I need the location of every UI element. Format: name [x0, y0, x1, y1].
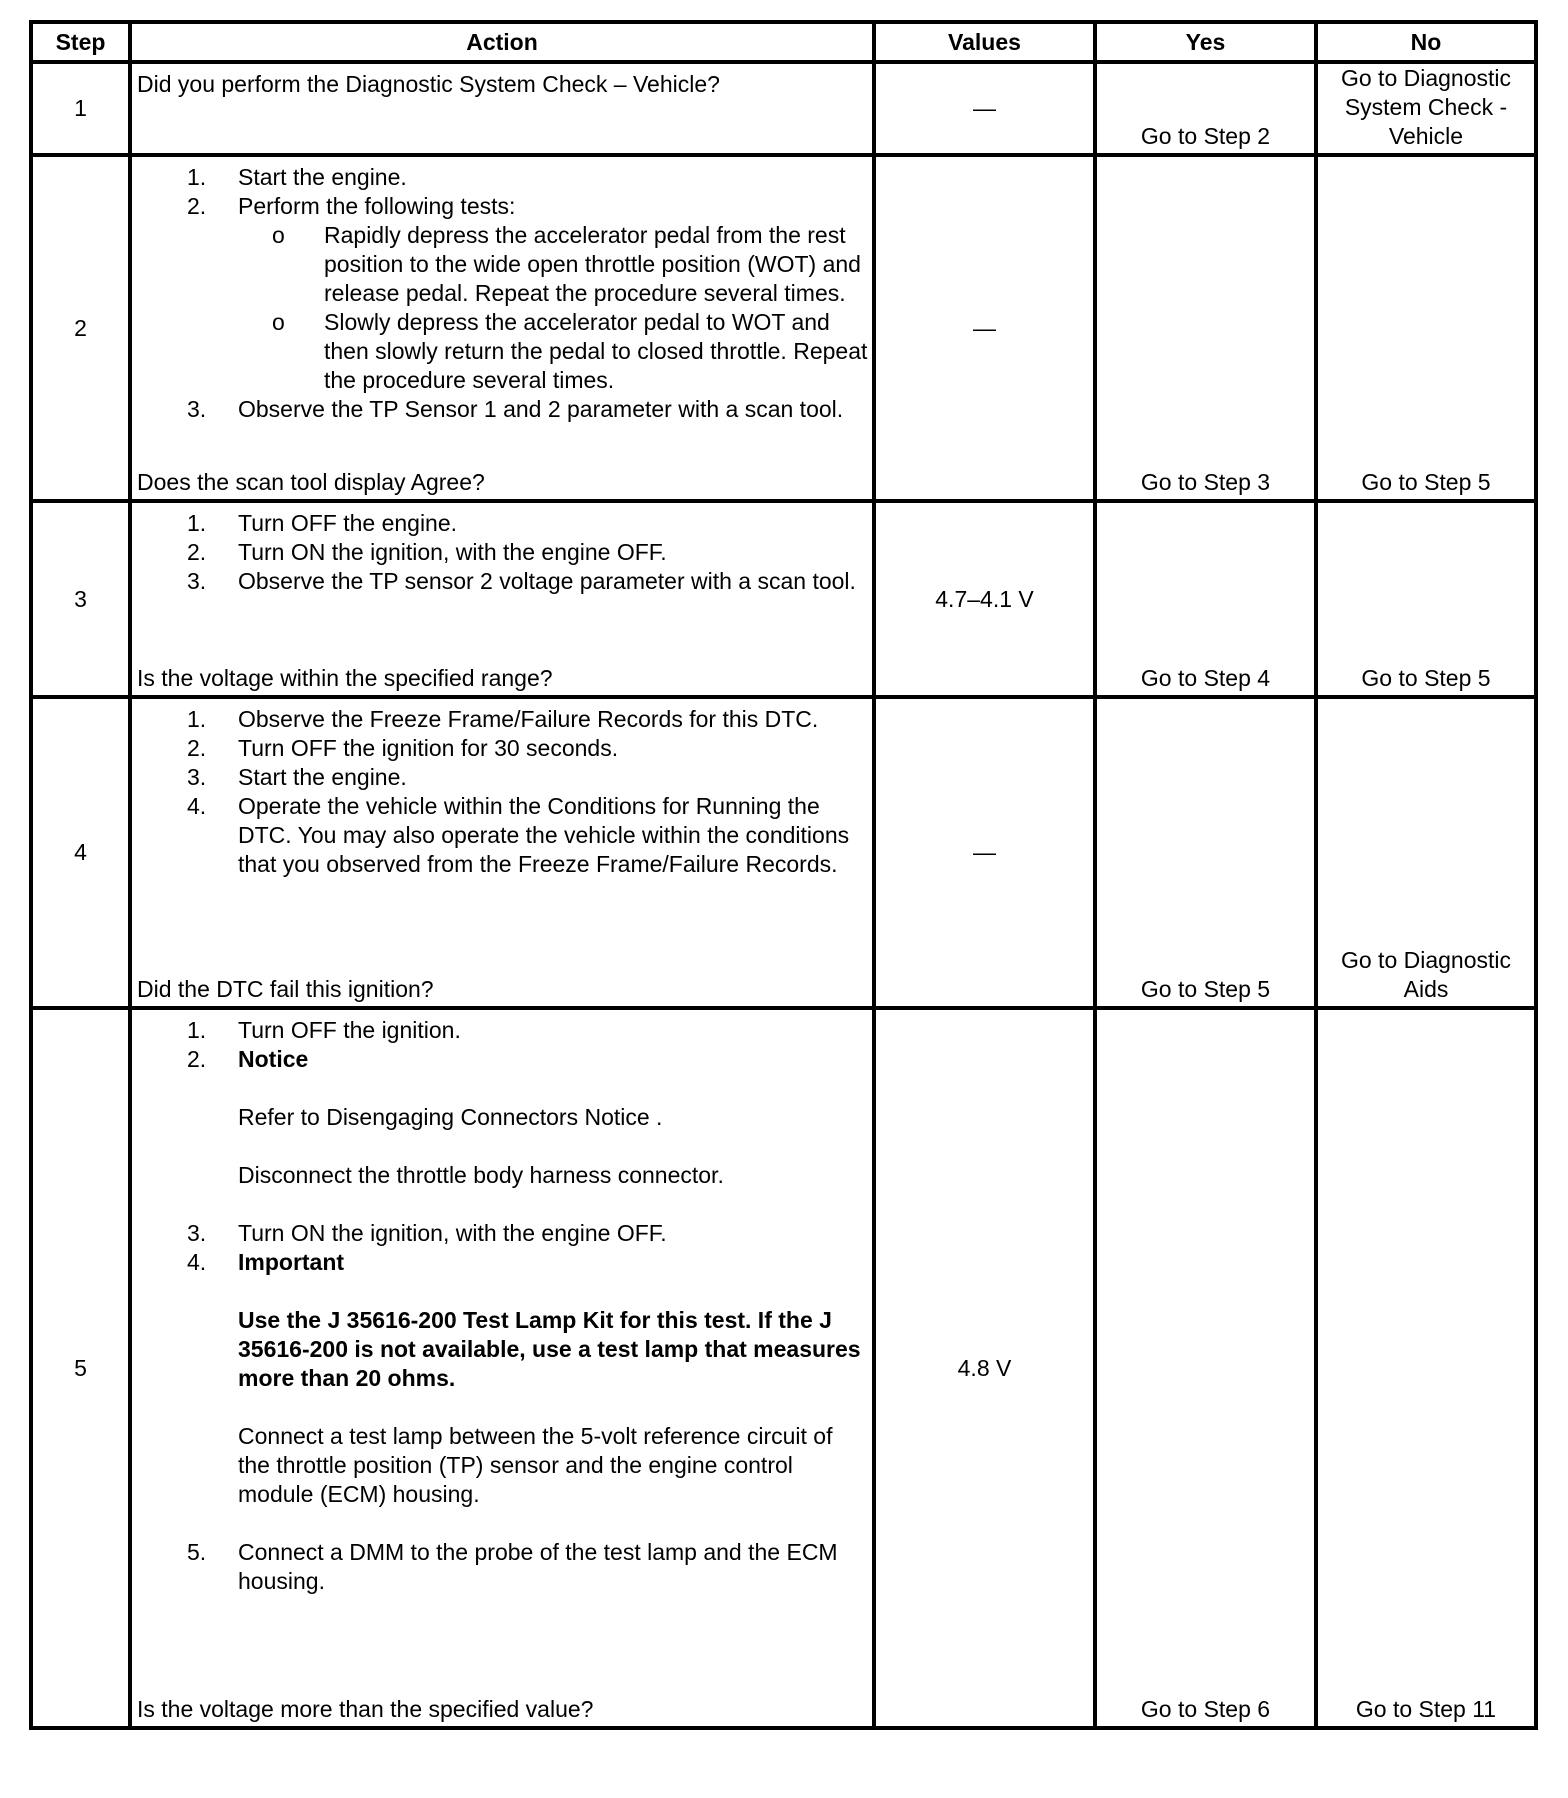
sub-step: o Slowly depress the accelerator pedal to WOT and then slowly return the pedal to closed throttle. Repeat the procedure several times.: [272, 309, 868, 393]
notice-heading: Notice: [238, 1046, 309, 1072]
value-cell: —: [874, 697, 1095, 1008]
action-step: 2. Turn ON the ignition, with the engine OFF.: [187, 539, 667, 565]
action-step: 1. Turn OFF the engine.: [187, 510, 458, 536]
step-instruction: Disconnect the throttle body harness connector.: [238, 1162, 724, 1188]
sub-step: o Rapidly depress the accelerator pedal from the rest position to the wide open throttle position (WOT) and release pedal. Repeat the procedure several times.: [272, 222, 861, 306]
no-cell: [1316, 697, 1536, 1008]
header-yes: Yes: [1095, 22, 1316, 62]
action-steps: [137, 1016, 868, 1596]
table-row-step-4: [31, 697, 1536, 1008]
sub-steps: [238, 221, 868, 395]
no-line: System Check -: [1344, 94, 1508, 120]
step-question: Did the DTC fail this ignition?: [137, 976, 434, 1002]
action-step: 1. Turn OFF the ignition.: [187, 1017, 461, 1043]
value-cell: 4.8 V: [874, 1008, 1095, 1728]
action-step: 1. Observe the Freeze Frame/Failure Records for this DTC.: [187, 706, 819, 732]
step-number: 4: [31, 697, 130, 1008]
action-step: 3. Observe the TP sensor 2 voltage parameter with a scan tool.: [187, 568, 856, 594]
action-step: 3. Observe the TP Sensor 1 and 2 parameter with a scan tool.: [187, 396, 844, 422]
no-cell: Go to Step 11: [1316, 1008, 1536, 1728]
yes-cell: Go to Step 5: [1095, 697, 1316, 1008]
value-cell: —: [874, 62, 1095, 155]
no-line: Aids: [1403, 976, 1449, 1002]
action-step: 2. Notice Refer to Disengaging Connectors Notice . Disconnect the throttle body harness connector.: [137, 1045, 868, 1219]
step-number: 1: [31, 62, 130, 155]
header-row: [31, 22, 1536, 62]
step-number: 2: [31, 155, 130, 501]
table-row-step-1: [31, 62, 1536, 155]
diagnostic-table: [29, 20, 1538, 1730]
header-values: Values: [874, 22, 1095, 62]
table-row-step-3: [31, 501, 1536, 697]
no-line: Vehicle: [1388, 123, 1464, 149]
action-cell: [130, 155, 874, 501]
no-cell: [1316, 62, 1536, 155]
step-question: Is the voltage more than the specified value?: [137, 1696, 594, 1722]
value-cell: 4.7–4.1 V: [874, 501, 1095, 697]
step-instruction: Connect a test lamp between the 5-volt reference circuit of the throttle position (TP) sensor and the engine control module (ECM) housing.: [238, 1423, 833, 1507]
step-number: 5: [31, 1008, 130, 1728]
header-step: Step: [31, 22, 130, 62]
header-action: Action: [130, 22, 874, 62]
action-step: 5. Connect a DMM to the probe of the test lamp and the ECM housing.: [187, 1539, 838, 1594]
action-step: 3. Turn ON the ignition, with the engine OFF.: [187, 1220, 667, 1246]
header-no: No: [1316, 22, 1536, 62]
action-step: 1. Start the engine.: [187, 164, 407, 190]
notice-text: Refer to Disengaging Connectors Notice .: [238, 1104, 663, 1130]
action-steps: [137, 163, 868, 424]
action-cell: [130, 697, 874, 1008]
action-step: 4. Operate the vehicle within the Conditions for Running the DTC. You may also operate the vehicle within the conditions that you observed from the Freeze Frame/Failure Records.: [187, 793, 850, 877]
action-cell: [130, 501, 874, 697]
yes-cell: Go to Step 6: [1095, 1008, 1316, 1728]
action-steps: [137, 705, 868, 879]
action-steps: [137, 509, 868, 596]
yes-cell: Go to Step 2: [1095, 62, 1316, 155]
action-cell: [130, 1008, 874, 1728]
step-number: 3: [31, 501, 130, 697]
yes-cell: Go to Step 3: [1095, 155, 1316, 501]
table-row-step-5: [31, 1008, 1536, 1728]
important-heading: Important: [238, 1249, 345, 1275]
action-step: 2. Turn OFF the ignition for 30 seconds.: [187, 735, 619, 761]
action-step: 2. Perform the following tests: o Rapidly depress the accelerator pedal from the rest position to the wide open throttle position (WOT) and release pedal. Repeat the procedure several times. o Slowly depress the accelerator pedal to WOT and then slowly return the pedal to closed throttle. Repeat the procedure several times.: [187, 193, 868, 393]
value-cell: —: [874, 155, 1095, 501]
no-line: Go to Diagnostic: [1340, 65, 1512, 91]
step-question: Did you perform the Diagnostic System Check – Vehicle?: [137, 71, 720, 97]
step-question: Does the scan tool display Agree?: [137, 469, 485, 495]
no-cell: Go to Step 5: [1316, 501, 1536, 697]
step-question: Is the voltage within the specified range?: [137, 665, 553, 691]
important-text: Use the J 35616-200 Test Lamp Kit for this test. If the J 35616-200 is not available, use a test lamp that measures more than 20 ohms.: [238, 1307, 861, 1391]
action-step: 4. Important Use the J 35616-200 Test Lamp Kit for this test. If the J 35616-200 is not available, use a test lamp that measures more than 20 ohms. Connect a test lamp between the 5-volt reference circuit of the throttle position (TP) sensor and the engine control module (ECM) housing.: [137, 1248, 868, 1538]
action-cell: [130, 62, 874, 155]
yes-cell: Go to Step 4: [1095, 501, 1316, 697]
action-step: 3. Start the engine.: [187, 764, 407, 790]
no-line: Go to Diagnostic: [1340, 947, 1512, 973]
table-row-step-2: [31, 155, 1536, 501]
no-cell: Go to Step 5: [1316, 155, 1536, 501]
